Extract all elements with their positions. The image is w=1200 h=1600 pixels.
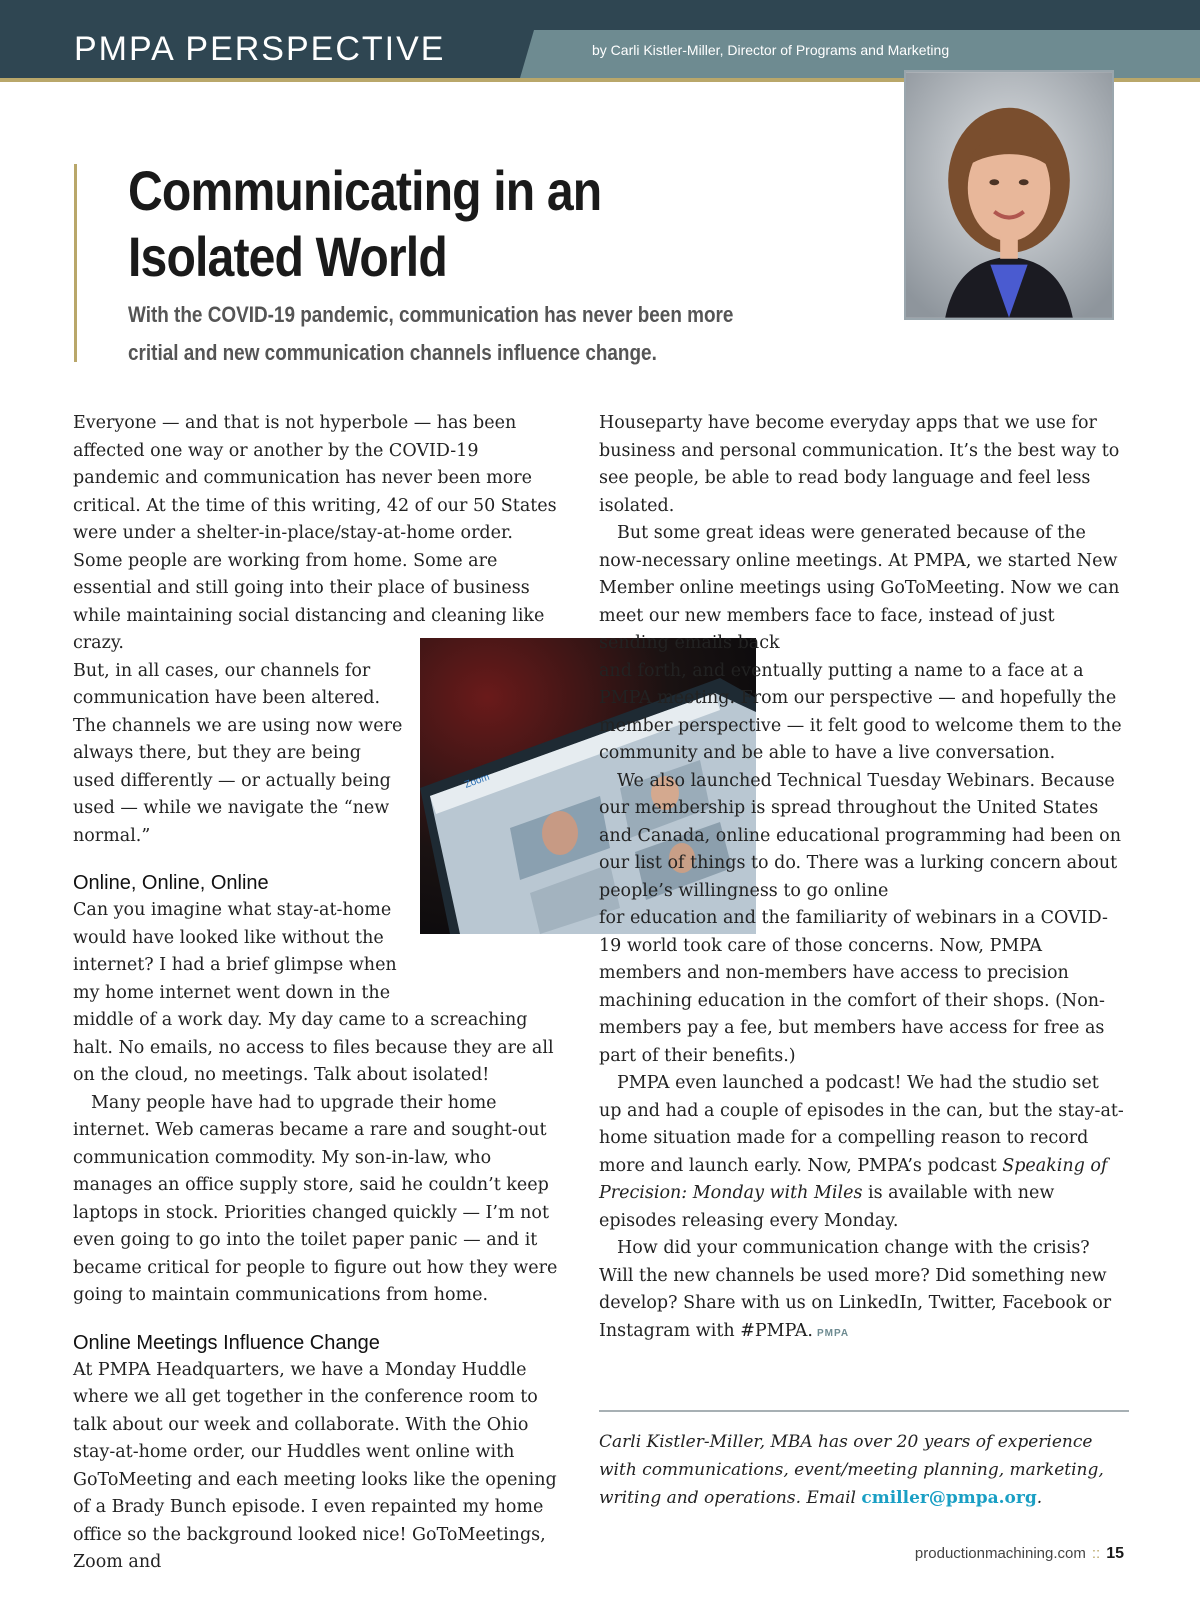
- paragraph: Everyone — and that is not hyperbole — has been affected one way or another by the COVID-19 pandemic and communication has never been more critical. At the time of this writing, 42 of our 50 States were under a shelter-in-place/stay-at-home order. Some people are working from home. Some are essential and still going into their place of business while maintaining social distancing and cleaning like crazy.: [73, 413, 557, 653]
- article-title-line-1: Communicating in an: [128, 159, 602, 222]
- zoom-label: Zoom: [463, 771, 492, 791]
- author-portrait-image: [906, 72, 1112, 318]
- article-deck: With the COVID-19 pandemic, communication has never been more critial and new communication channels influence change.: [128, 302, 734, 365]
- paragraph: We also launched Technical Tuesday Webinars. Because our membership is spread throughout the United States and Canada, online educational programming had been on our list of things to do. There was a lurking concern about people’s willingness to go online: [599, 770, 1121, 901]
- closing-paragraph: [599, 1235, 1124, 1347]
- podcast-paragraph: [599, 1070, 1124, 1235]
- article-title: [128, 158, 644, 290]
- paragraph: Houseparty have become everyday apps that we use for business and personal communication. It’s the best way to see people, be able to read body language and feel less isolated.: [599, 413, 1120, 516]
- headline-rule: [74, 164, 77, 362]
- page-number: 15: [1106, 1545, 1124, 1562]
- section-title: PMPA PERSPECTIVE: [74, 30, 446, 68]
- bio-text: Carli Kistler-Miller, MBA has over 20 years of experience with communications, event/meeting planning, marketing, writing and operations. Email: [599, 1432, 1104, 1508]
- author-bio: [599, 1428, 1129, 1512]
- paragraph: But some great ideas were generated because of the now-necessary online meetings. At PMPA, we started New Member online meetings using GoToMeeting. Now we can meet our new members face to face, instead of just sending emails back: [599, 523, 1120, 653]
- author-portrait: [904, 70, 1114, 320]
- paragraph: Can you imagine what stay-at-home would have looked like without the internet? I had a brief glimpse when my home internet went down in the: [73, 900, 397, 1003]
- page-footer: [915, 1545, 1124, 1563]
- paragraph: But, in all cases, our channels for communication have been altered. The channels we are using now were always there, but they are being used differently — or actually being used — while we navigate the “new normal.”: [73, 660, 403, 846]
- paragraph: At PMPA Headquarters, we have a Monday Huddle where we all get together in the conference room to talk about our week and collaborate. With the Ohio stay-at-home order, our Huddles went online with GoToMeeting and each meeting looks like the opening of a Brady Bunch episode. I even repainted my home office so the background looked nice! GoToMeetings, Zoom and: [73, 1359, 557, 1572]
- subheading-online: Online, Online, Online: [73, 872, 269, 894]
- podcast-text-post: is available with new episodes releasing every Monday.: [599, 1183, 1055, 1231]
- byline: by Carli Kistler-Miller, Director of Programs and Marketing: [592, 42, 950, 58]
- paragraph: Many people have had to upgrade their home internet. Web cameras became a rare and sought-out communication commodity. My son-in-law, who manages an office supply store, said he couldn’t keep laptops in stock. Priorities changed quickly — I’m not even going to go into the toilet paper panic — and it became critical for people to figure out how they were going to maintain communications from home.: [73, 1092, 558, 1305]
- podcast-text-pre: PMPA even launched a podcast! We had the studio set up and had a couple of episodes in the can, but the stay-at-home situation made for a compelling reason to record more and launch early. Now, PMPA’s podcast: [599, 1073, 1124, 1176]
- footer-separator: ::: [1091, 1545, 1101, 1562]
- closing-text: How did your communication change with the crisis? Will the new channels be used more? Did something new develop? Share with us on LinkedIn, Twitter, Facebook or Instagram with #PMPA.: [599, 1238, 1112, 1341]
- author-email-link[interactable]: cmiller@pmpa.org: [861, 1488, 1037, 1508]
- podcast-title: Speaking of Precision: Monday with Miles: [599, 1155, 1108, 1203]
- paragraph: for education and the familiarity of webinars in a COVID-19 world took care of those concerns. Now, PMPA members and non-members have access to precision machining education in the comfort of their shops. (Non-members pay a fee, but members have access for free as part of their benefits.): [599, 908, 1108, 1066]
- bio-end: .: [1036, 1488, 1043, 1508]
- paragraph: and forth, and eventually putting a name to a face at a PMPA meeting. From our perspective — and hopefully the member perspective — it felt good to welcome them to the community and be able to have a live conversation.: [599, 660, 1122, 763]
- footer-site: productionmachining.com: [914, 1545, 1086, 1562]
- left-column: [73, 410, 563, 1577]
- paragraph: middle of a work day. My day came to a screaching halt. No emails, no access to files because they are all on the cloud, no meetings. Talk about isolated!: [73, 1010, 554, 1085]
- bio-divider: [599, 1410, 1129, 1412]
- article-title-line-2: Isolated World: [128, 225, 447, 288]
- right-column: [599, 410, 1124, 1347]
- pmpa-end-logo: PMPA: [816, 1327, 850, 1339]
- subheading-meetings: Online Meetings Influence Change: [73, 1331, 380, 1354]
